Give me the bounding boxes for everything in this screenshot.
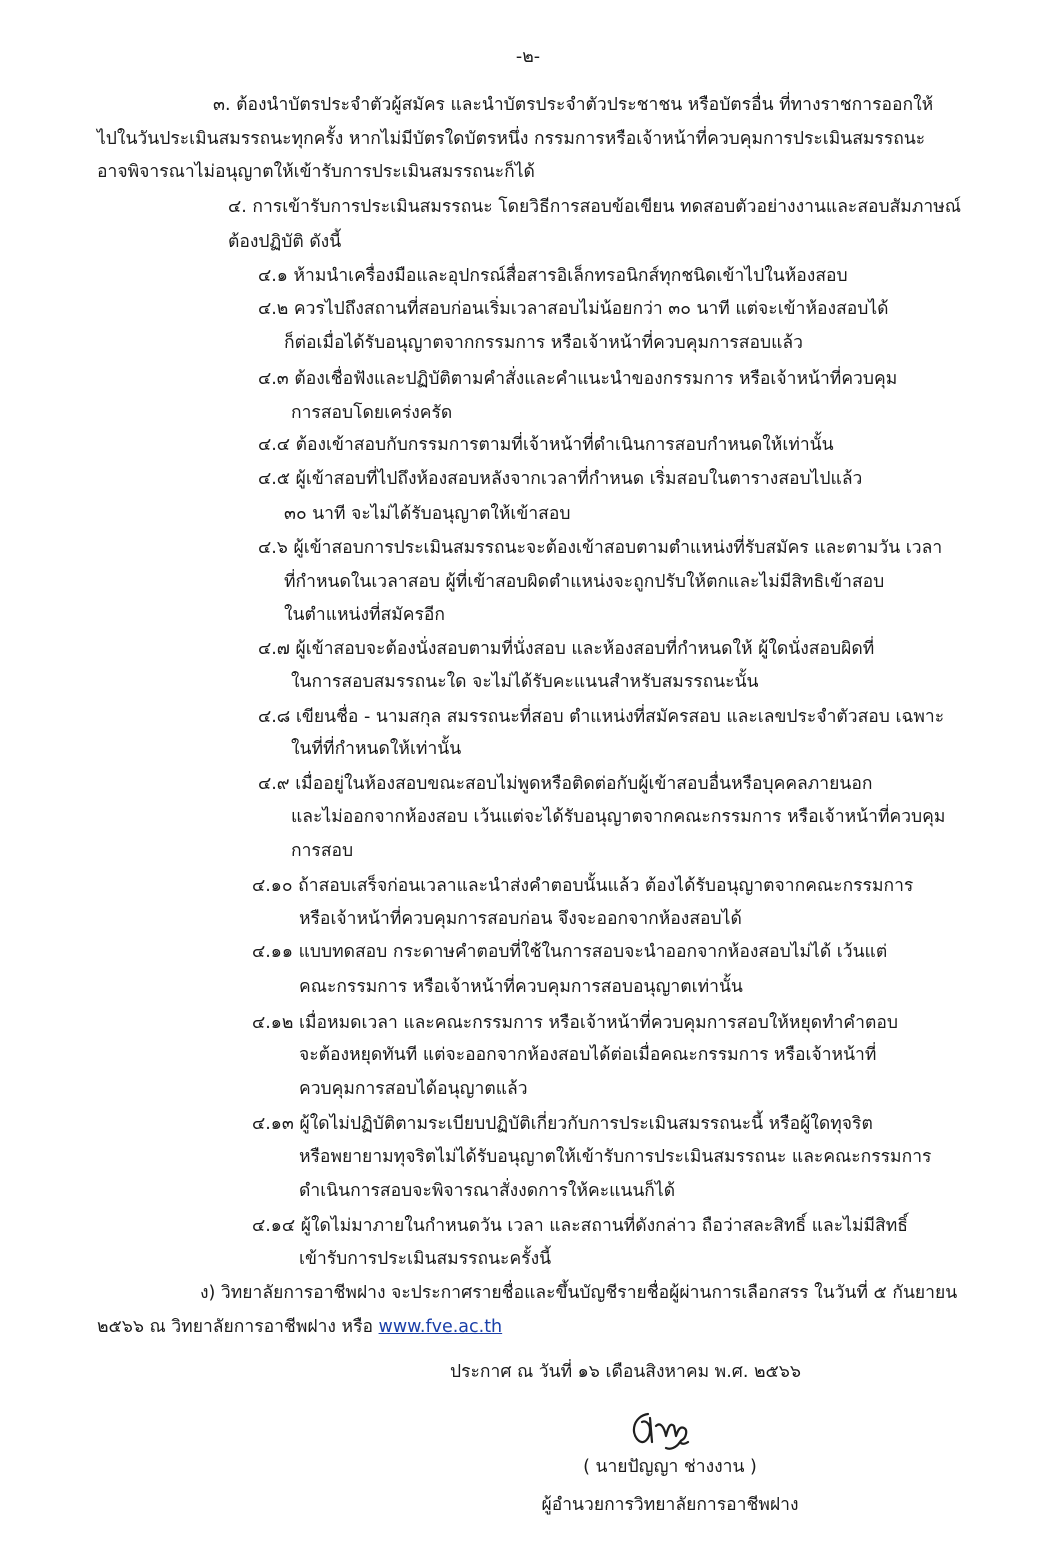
item-4-12-line-2: จะต้องหยุดทันที แต่จะออกจากห้องสอบได้ต่อเมื่อคณะกรรมการ หรือเจ้าหน้าที่ bbox=[299, 1045, 877, 1065]
item-4-7-line-2: ในการสอบสมรรถนะใด จะไม่ได้รับคะแนนสำหรับสมรรถนะนั้น bbox=[291, 672, 759, 692]
item-4-12-line-3: ควบคุมการสอบได้อนุญาตแล้ว bbox=[299, 1079, 528, 1099]
item-4-11-line-2: คณะกรรมการ หรือเจ้าหน้าที่ควบคุมการสอบอนุญาตเท่านั้น bbox=[299, 977, 743, 997]
page-number: -๒- bbox=[515, 47, 541, 67]
item-4-12-line-1: ๔.๑๒ เมื่อหมดเวลา และคณะกรรมการ หรือเจ้าหน้าที่ควบคุมการสอบให้หยุดทำคำตอบ bbox=[252, 1013, 898, 1033]
paragraph-4-line-1: ๔. การเข้ารับการประเมินสมรรถนะ โดยวิธีการสอบข้อเขียน ทดสอบตัวอย่างงานและสอบสัมภาษณ์ bbox=[228, 197, 961, 217]
item-4-13-line-2: หรือพยายามทุจริตไม่ได้รับอนุญาตให้เข้ารับการประเมินสมรรถนะ และคณะกรรมการ bbox=[299, 1147, 932, 1167]
announcement-line-2-text: ๒๕๖๖ ณ วิทยาลัยการอาชีพฝาง หรือ bbox=[97, 1317, 379, 1337]
item-4-8-line-1: ๔.๘ เขียนชื่อ - นามสกุล สมรรถนะที่สอบ ตำแหน่งที่สมัครสอบ และเลขประจำตัวสอบ เฉพาะ bbox=[258, 707, 945, 727]
website-link[interactable]: www.fve.ac.th bbox=[378, 1317, 503, 1337]
item-4-13-line-3: ดำเนินการสอบจะพิจารณาสั่งงดการให้คะแนนก็ได้ bbox=[299, 1181, 676, 1201]
paragraph-4-line-2: ต้องปฏิบัติ ดังนี้ bbox=[228, 232, 342, 252]
item-4-3-line-1: ๔.๓ ต้องเชื่อฟังและปฏิบัติตามคำสั่งและคำแนะนำของกรรมการ หรือเจ้าหน้าที่ควบคุม bbox=[258, 369, 898, 389]
item-4-5-line-2: ๓๐ นาที จะไม่ได้รับอนุญาตให้เข้าสอบ bbox=[284, 504, 571, 524]
signature-mark bbox=[626, 1402, 736, 1452]
item-4-6-line-2: ที่กำหนดในเวลาสอบ ผู้ที่เข้าสอบผิดตำแหน่งจะถูกปรับให้ตกและไม่มีสิทธิเข้าสอบ bbox=[284, 572, 885, 592]
announcement-date: ประกาศ ณ วันที่ ๑๖ เดือนสิงหาคม พ.ศ. ๒๕๖๖ bbox=[450, 1362, 802, 1382]
announcement-line-1: ง) วิทยาลัยการอาชีพฝาง จะประกาศรายชื่อและขึ้นบัญชีรายชื่อผู้ผ่านการเลือกสรร ในวันที่ ๕ กันยายน bbox=[200, 1283, 958, 1303]
announcement-line-2 bbox=[97, 1319, 502, 1337]
item-4-9-line-1: ๔.๙ เมื่ออยู่ในห้องสอบขณะสอบไม่พูดหรือติดต่อกับผู้เข้าสอบอื่นหรือบุคคลภายนอก bbox=[258, 774, 873, 794]
item-4-9-line-2: และไม่ออกจากห้องสอบ เว้นแต่จะได้รับอนุญาตจากคณะกรรมการ หรือเจ้าหน้าที่ควบคุม bbox=[291, 807, 946, 827]
signer-name: ( นายปัญญา ช่างงาน ) bbox=[583, 1457, 757, 1477]
item-4-1-line-1: ๔.๑ ห้ามนำเครื่องมือและอุปกรณ์สื่อสารอิเล็กทรอนิกส์ทุกชนิดเข้าไปในห้องสอบ bbox=[258, 266, 848, 286]
item-4-13-line-1: ๔.๑๓ ผู้ใดไม่ปฏิบัติตามระเบียบปฏิบัติเกี่ยวกับการประเมินสมรรถนะนี้ หรือผู้ใดทุจริต bbox=[252, 1114, 873, 1134]
paragraph-3-line-1: ๓. ต้องนำบัตรประจำตัวผู้สมัคร และนำบัตรประจำตัวประชาชน หรือบัตรอื่น ที่ทางราชการออกให้ bbox=[213, 95, 934, 115]
item-4-7-line-1: ๔.๗ ผู้เข้าสอบจะต้องนั่งสอบตามที่นั่งสอบ และห้องสอบที่กำหนดให้ ผู้ใดนั่งสอบผิดที่ bbox=[258, 639, 875, 659]
paragraph-3-line-3: อาจพิจารณาไม่อนุญาตให้เข้ารับการประเมินสมรรถนะก็ได้ bbox=[97, 162, 535, 182]
item-4-10-line-1: ๔.๑๐ ถ้าสอบเสร็จก่อนเวลาและนำส่งคำตอบนั้นแล้ว ต้องได้รับอนุญาตจากคณะกรรมการ bbox=[252, 876, 914, 896]
signer-title: ผู้อำนวยการวิทยาลัยการอาชีพฝาง bbox=[541, 1495, 799, 1515]
item-4-14-line-1: ๔.๑๔ ผู้ใดไม่มาภายในกำหนดวัน เวลา และสถานที่ดังกล่าว ถือว่าสละสิทธิ์ และไม่มีสิทธิ์ bbox=[252, 1216, 908, 1236]
item-4-2-line-2: ก็ต่อเมื่อได้รับอนุญาตจากกรรมการ หรือเจ้าหน้าที่ควบคุมการสอบแล้ว bbox=[284, 333, 803, 353]
item-4-10-line-2: หรือเจ้าหน้าที่ควบคุมการสอบก่อน จึงจะออกจากห้องสอบได้ bbox=[299, 909, 742, 929]
item-4-11-line-1: ๔.๑๑ แบบทดสอบ กระดาษคำตอบที่ใช้ในการสอบจะนำออกจากห้องสอบไม่ได้ เว้นแต่ bbox=[252, 942, 888, 962]
item-4-5-line-1: ๔.๕ ผู้เข้าสอบที่ไปถึงห้องสอบหลังจากเวลาที่กำหนด เริ่มสอบในตารางสอบไปแล้ว bbox=[258, 469, 863, 489]
item-4-8-line-2: ในที่ที่กำหนดให้เท่านั้น bbox=[291, 739, 462, 759]
item-4-9-line-3: การสอบ bbox=[291, 841, 354, 861]
item-4-3-line-2: การสอบโดยเคร่งครัด bbox=[291, 403, 453, 423]
item-4-2-line-1: ๔.๒ ควรไปถึงสถานที่สอบก่อนเริ่มเวลาสอบไม่น้อยกว่า ๓๐ นาที แต่จะเข้าห้องสอบได้ bbox=[258, 299, 889, 319]
item-4-6-line-3: ในตำแหน่งที่สมัครอีก bbox=[284, 605, 445, 625]
paragraph-3-line-2: ไปในวันประเมินสมรรถนะทุกครั้ง หากไม่มีบัตรใดบัตรหนึ่ง กรรมการหรือเจ้าหน้าที่ควบคุมการประเมินสมรรถนะ bbox=[97, 129, 926, 149]
item-4-6-line-1: ๔.๖ ผู้เข้าสอบการประเมินสมรรถนะจะต้องเข้าสอบตามตำแหน่งที่รับสมัคร และตามวัน เวลา bbox=[258, 538, 943, 558]
item-4-14-line-2: เข้ารับการประเมินสมรรถนะครั้งนี้ bbox=[299, 1249, 552, 1269]
item-4-4-line-1: ๔.๔ ต้องเข้าสอบกับกรรมการตามที่เจ้าหน้าที่ดำเนินการสอบกำหนดให้เท่านั้น bbox=[258, 435, 834, 455]
